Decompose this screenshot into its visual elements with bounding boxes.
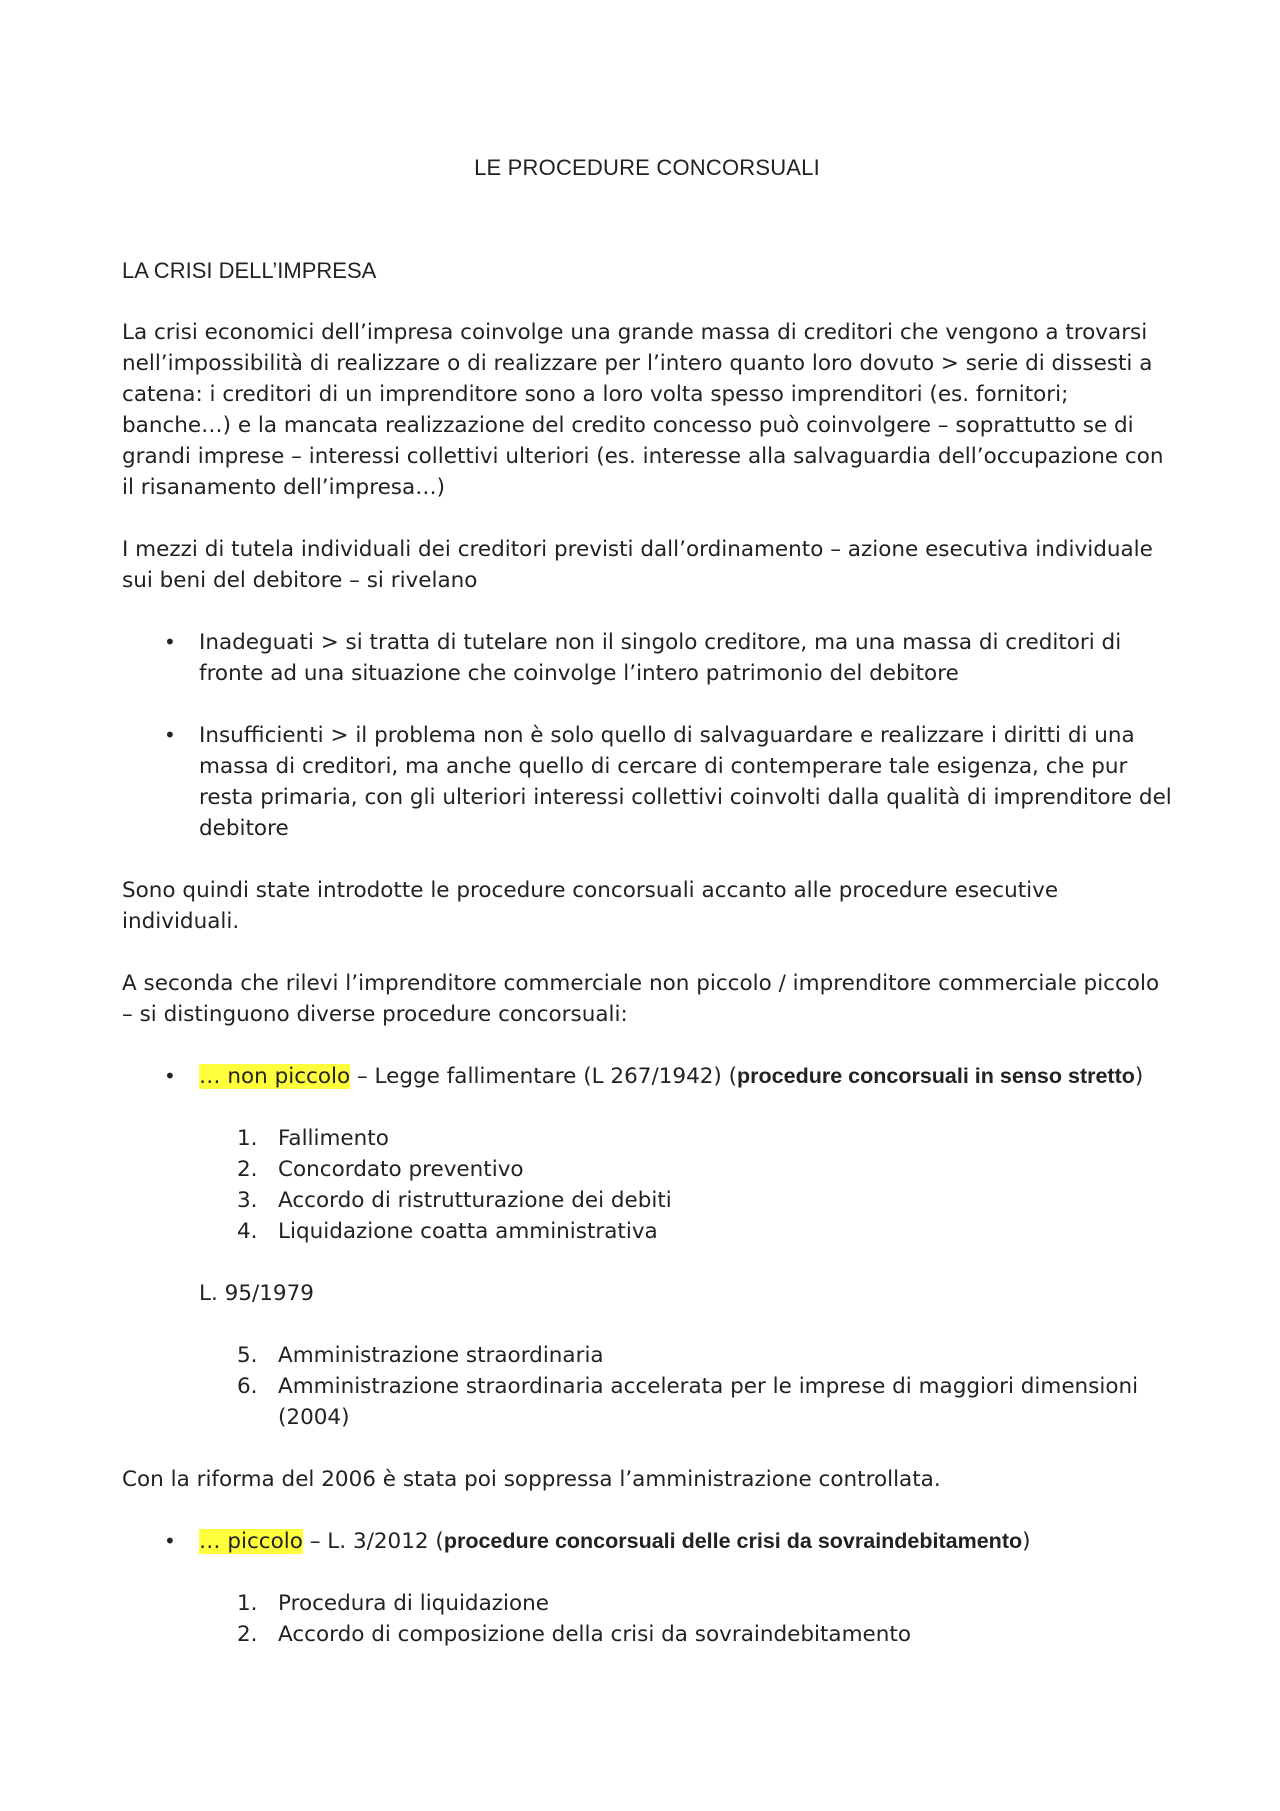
list-item	[122, 1123, 1172, 1154]
list-item	[122, 1061, 1172, 1092]
list-number: 3.	[237, 1188, 258, 1213]
list-item	[122, 1588, 1172, 1619]
list-number: 1.	[237, 1591, 258, 1616]
document-body	[122, 152, 1172, 1681]
bullet-icon: •	[164, 630, 176, 654]
law-reference: L. 95/1979	[199, 1281, 314, 1306]
numbered-list-procedures	[122, 1123, 1172, 1247]
list-item	[122, 1185, 1172, 1216]
list-item	[122, 1154, 1172, 1185]
list-item-text-end: )	[1134, 1064, 1144, 1089]
list-item-text: Insufficienti > il problema non è solo quello di salvaguardare e realizzare i diritti di una massa di creditori, ma anche quello di cercare di contemperare tale esigenza, che pur resta primaria, con gli ulteriori interessi collettivi coinvolti dalla qualità di imprenditore del debitore	[199, 723, 1172, 841]
bullet-list-piccolo	[122, 1526, 1172, 1557]
list-item	[122, 720, 1172, 844]
numbered-list-extraordinary	[122, 1340, 1172, 1433]
list-item	[122, 1216, 1172, 1247]
list-item	[122, 1371, 1172, 1433]
paragraph-crisis-intro: La crisi economici dell’impresa coinvolge una grande massa di creditori che vengono a trovarsi nell’impossibilità di realizzare o di realizzare per l’intero quanto loro dovuto > serie di dissesti a catena: i creditori di un imprenditore sono a loro volta spesso imprenditori (es. fornitori; banche…) e la mancata realizzazione del credito concesso può coinvolgere – soprattutto se di grandi imprese – interessi collettivi ulteriori (es. interesse alla salvaguardia dell’occupazione con il risanamento dell’impresa…)	[122, 320, 1164, 500]
list-item-text: Concordato preventivo	[278, 1157, 524, 1182]
list-number: 5.	[237, 1343, 258, 1368]
list-item	[122, 1526, 1172, 1557]
list-number: 2.	[237, 1622, 258, 1647]
bullet-list-non-piccolo	[122, 1061, 1172, 1092]
paragraph-individual-remedies: I mezzi di tutela individuali dei creditori previsti dall’ordinamento – azione esecutiva individuale sui beni del debitore – si rivelano	[122, 537, 1153, 593]
highlighted-text: … piccolo	[199, 1529, 303, 1554]
list-item-text: – L. 3/2012 (	[302, 1529, 444, 1554]
paragraph-reform-2006: Con la riforma del 2006 è stata poi soppressa l’amministrazione controllata.	[122, 1467, 941, 1492]
numbered-list-overindebtedness	[122, 1588, 1172, 1650]
bullet-icon: •	[164, 723, 176, 747]
bold-text: procedure concorsuali delle crisi da sovraindebitamento	[443, 1529, 1023, 1553]
list-item-text: Fallimento	[278, 1126, 389, 1151]
paragraph-distinction: A seconda che rilevi l’imprenditore commerciale non piccolo / imprenditore commerciale piccolo – si distinguono diverse procedure concorsuali:	[122, 971, 1160, 1027]
list-item-text: Amministrazione straordinaria	[278, 1343, 604, 1368]
section-title: LA CRISI DELL’IMPRESA	[122, 258, 377, 283]
list-item-text-end: )	[1022, 1529, 1031, 1554]
bullet-list-remedies	[122, 627, 1172, 844]
bullet-icon: •	[164, 1529, 176, 1553]
bold-text: procedure concorsuali in senso stretto	[737, 1064, 1135, 1088]
highlighted-text: … non piccolo	[199, 1064, 351, 1089]
list-item-text: Amministrazione straordinaria accelerata per le imprese di maggiori dimensioni (2004)	[278, 1374, 1139, 1430]
paragraph-procedures-introduced: Sono quindi state introdotte le procedure concorsuali accanto alle procedure esecutive individuali.	[122, 878, 1059, 934]
list-item	[122, 627, 1172, 689]
list-number: 2.	[237, 1157, 258, 1182]
list-number: 4.	[237, 1219, 258, 1244]
list-item-text: Accordo di ristrutturazione dei debiti	[278, 1188, 672, 1213]
list-item-text: Accordo di composizione della crisi da sovraindebitamento	[278, 1622, 911, 1647]
list-item	[122, 1340, 1172, 1371]
list-item-text: Liquidazione coatta amministrativa	[278, 1219, 658, 1244]
document-title: LE PROCEDURE CONCORSUALI	[474, 155, 820, 180]
list-item-text: – Legge fallimentare (L 267/1942) (	[350, 1064, 738, 1089]
list-number: 1.	[237, 1126, 258, 1151]
list-number: 6.	[237, 1374, 258, 1399]
list-item	[122, 1619, 1172, 1650]
list-item-text: Procedura di liquidazione	[278, 1591, 550, 1616]
list-item-text: Inadeguati > si tratta di tutelare non il singolo creditore, ma una massa di creditori di fronte ad una situazione che coinvolge l’intero patrimonio del debitore	[199, 630, 1122, 686]
bullet-icon: •	[164, 1064, 176, 1088]
